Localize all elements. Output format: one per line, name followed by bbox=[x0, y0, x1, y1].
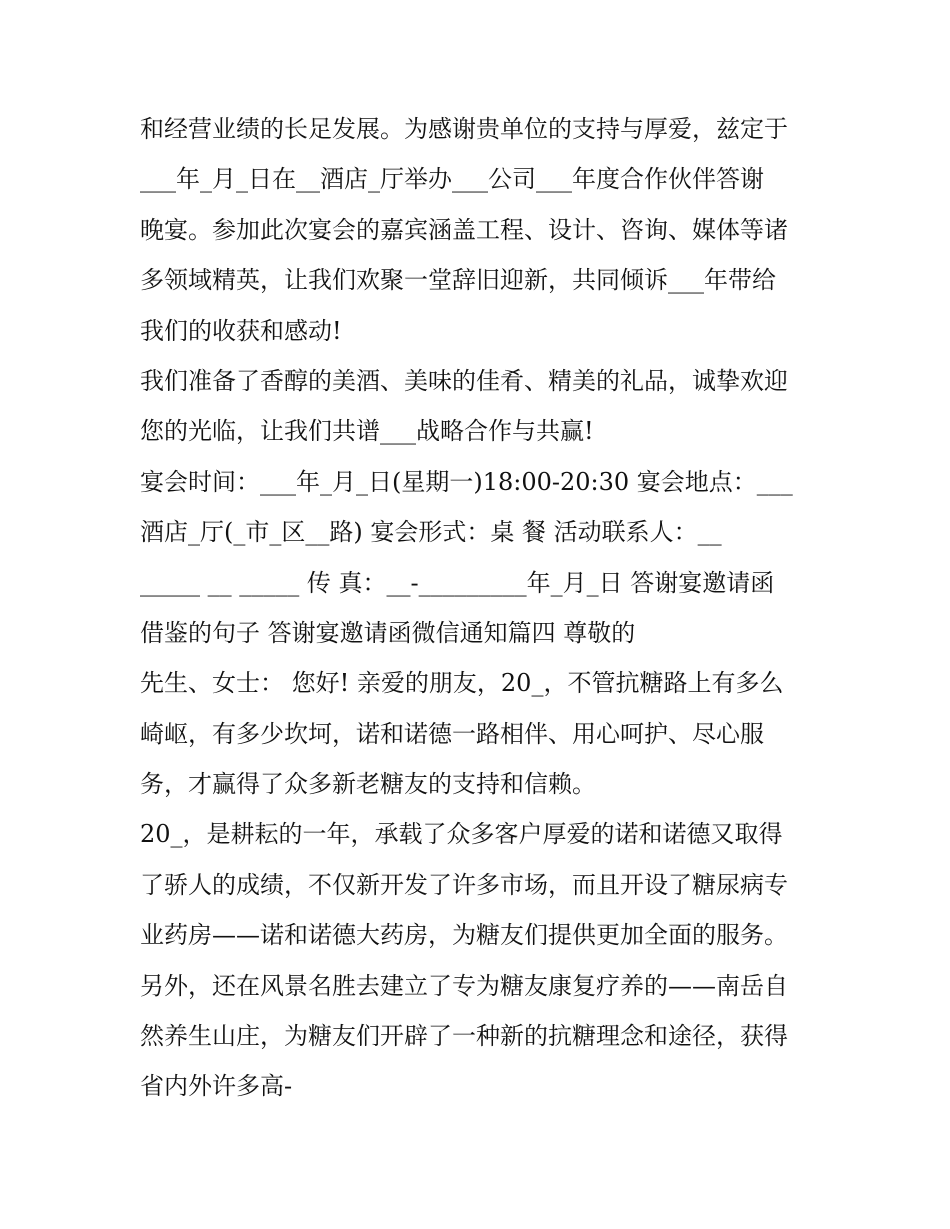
text-line: ___年_月_日在__酒店_厅举办___公司___年度合作伙伴答谢 bbox=[140, 165, 764, 194]
text-line: 20_，是耕耘的一年，承载了众多客户厚爱的诺和诺德又取得 bbox=[140, 820, 783, 849]
text-line: 崎岖，有多少坎坷，诺和诺德一路相伴、用心呵护、尽心服 bbox=[140, 719, 764, 748]
text-line: 省内外许多高- bbox=[140, 1072, 293, 1101]
text-line: 借鉴的句子 答谢宴邀请函微信通知篇四 尊敬的 bbox=[140, 618, 636, 647]
text-line: 晚宴。参加此次宴会的嘉宾涵盖工程、设计、咨询、媒体等诸 bbox=[140, 215, 788, 244]
text-line: 我们的收获和感动! bbox=[140, 316, 342, 345]
text-line: 然养生山庄，为糖友们开辟了一种新的抗糖理念和途径，获得 bbox=[140, 1022, 788, 1051]
text-line: _____ __ _____ 传 真：__-_________年_月_日 答谢宴邀请函 bbox=[140, 568, 775, 597]
text-line: 酒店_厅(_市_区__路) 宴会形式：桌 餐 活动联系人：__ bbox=[140, 518, 722, 547]
text-line: 了骄人的成绩，不仅新开发了许多市场，而且开设了糖尿病专 bbox=[140, 870, 788, 899]
text-line: 业药房——诺和诺德大药房，为糖友们提供更加全面的服务。 bbox=[140, 921, 788, 950]
text-line: 多领域精英，让我们欢聚一堂辞旧迎新，共同倾诉___年带给 bbox=[140, 266, 776, 295]
text-line: 您的光临，让我们共谱___战略合作与共赢! bbox=[140, 417, 594, 446]
document-body bbox=[140, 104, 830, 1112]
text-line: 另外，还在风景名胜去建立了专为糖友康复疗养的——南岳自 bbox=[140, 971, 788, 1000]
text-line: 宴会时间：___年_月_日(星期一)18:00-20:30 宴会地点：___ bbox=[140, 467, 793, 496]
text-line: 和经营业绩的长足发展。为感谢贵单位的支持与厚爱，兹定于 bbox=[140, 115, 788, 143]
text-line: 我们准备了香醇的美酒、美味的佳肴、精美的礼品，诚挚欢迎 bbox=[140, 366, 788, 395]
text-line: 务，才赢得了众多新老糖友的支持和信赖。 bbox=[140, 770, 596, 799]
text-line: 先生、女士： 您好! 亲爱的朋友，20_，不管抗糖路上有多么 bbox=[140, 669, 784, 698]
